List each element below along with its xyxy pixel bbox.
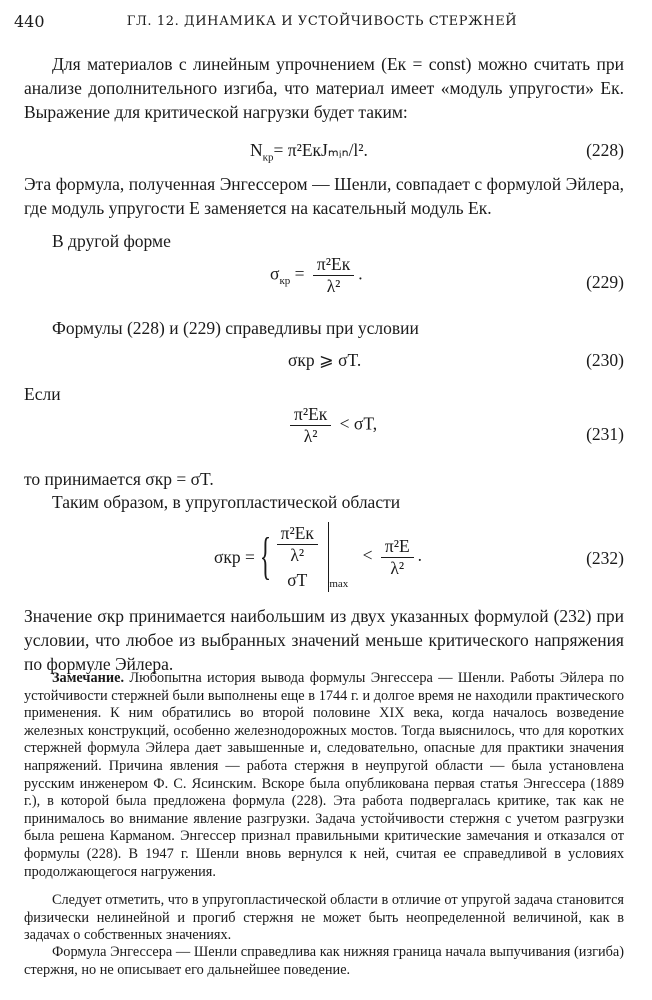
formula-229: $\sigma_{кр}$ = $\frac{\text{π²Eк}}{\text{λ²}}$ .: [270, 254, 363, 296]
remark-paragraph-lower-bound: Формула Энгессера — Шенли справедлива как нижняя граница начала выпучивания (изгиба) стержня, но не описывает его дальнейшее поведение.: [24, 944, 624, 978]
page-number: 440: [14, 12, 45, 31]
equation-number-228: (228): [586, 140, 624, 160]
remark-body: Любопытна история вывода формулы Энгессера — Шенли. Работы Эйлера по устойчивости стержней были выполнены еще в 1744 г. и долгое время не находили практического применения. К ним обратились во второй половине XIX века, когда началось возведение железных конструкций, особенно железнодорожных мостов. Тогда выяснилось, что для коротких стержней формула Эйлера дает завышенные и, следовательно, опасные для практики значения напряжений. Причина явления — работа стержня в неупругой области — была установлена русским инженером Ф. С. Ясинским. Вскоре была опубликована первая статья Энгессера (1889 г.), в которой была предложена формула (228). Эта работа подвергалась критике, так как не принималось во внимание явление разгрузки. Задача устойчивости стержня с учетом разгрузки была решена Карманом. Энгессер признал правильными критические замечания и отказался от формулы (228). В 1947 г. Шенли вновь вернулся к ней, считая ее справедливой в условиях продолжающегося нагружения.: [24, 670, 624, 880]
formula-231: $\frac{\text{π²Eк}}{\text{λ²}}$ < σT,: [286, 404, 377, 447]
historical-remark: [24, 670, 624, 881]
remark-label: Замечание.: [52, 670, 125, 686]
paragraph-elastoplastic: Таким образом, в упругопластической области: [52, 492, 401, 512]
equation-number-231: (231): [586, 424, 624, 444]
formula-230: σкр ⩾ σT.: [288, 350, 362, 370]
paragraph-intro: Для материалов с линейным упрочнением (Eк = const) можно считать при анализе дополнительного изгиба, что материал имеет «модуль упругости» Eк. Выражение для критической нагрузки будет таким:: [24, 54, 624, 122]
formula-232: σкр = { $\frac{\text{π²Eк}}{\text{λ²}}$ σT $_{max}$ < $\frac{\text{π²E}}{\text{λ²}}$ .: [214, 523, 423, 591]
paragraph-other-form: В другой форме: [52, 231, 171, 251]
formula-228: $N_{кр}=$ π²EкJₘᵢₙ/l².: [250, 140, 368, 164]
paragraph-engesser-formula: Эта формула, полученная Энгессером — Шенли, совпадает с формулой Эйлера, где модуль упругости E заменяется на касательный модуль Eк.: [24, 174, 624, 218]
equation-number-232: (232): [586, 548, 624, 568]
running-title: ГЛ. 12. ДИНАМИКА И УСТОЙЧИВОСТЬ СТЕРЖНЕЙ: [126, 14, 518, 29]
equation-number-230: (230): [586, 350, 624, 370]
page-header: [14, 12, 630, 34]
paragraph-then-accepted: то принимается σкр = σT.: [24, 469, 214, 489]
paragraph-if: Если: [24, 384, 61, 404]
remark-paragraph-nonlinear: Следует отметить, что в упругопластической области в отличие от упругой задача становится физически нелинейной и прогиб стержня не может быть неопределенной величиной, как в задачах о собственных значениях.: [24, 892, 624, 944]
paragraph-critical-value: Значение σкр принимается наибольшим из двух указанных формулой (232) при условии, что любое из выбранных значений меньше критического напряжения по формуле Эйлера.: [24, 606, 624, 674]
paragraph-validity-condition: Формулы (228) и (229) справедливы при условии: [52, 318, 419, 338]
equation-number-229: (229): [586, 272, 624, 292]
